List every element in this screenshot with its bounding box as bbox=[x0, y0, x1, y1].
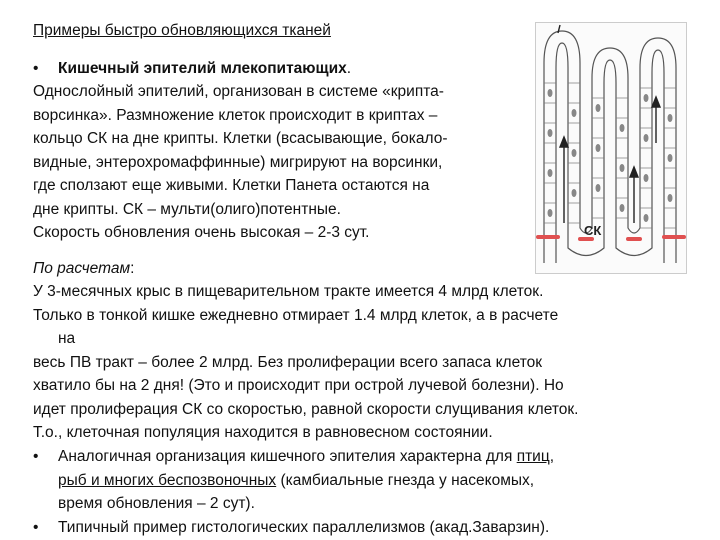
stem-cell-label: СК bbox=[584, 223, 602, 238]
section1-heading-end: . bbox=[346, 60, 352, 77]
bullet2-line: время обновления – 2 сут). bbox=[58, 495, 255, 512]
calc-line: хватило бы на 2 дня! (Это и происходит при острой лучевой болезни). Но bbox=[33, 377, 564, 394]
calc-line: У 3-месячных крыс в пищеварительном тракте имеется 4 млрд клеток. bbox=[33, 283, 544, 300]
bullet-marker: • bbox=[33, 60, 39, 77]
calc-label-line bbox=[33, 259, 134, 279]
calc-line: Т.о., клеточная популяция находится в равновесном состоянии. bbox=[33, 424, 493, 441]
calc-label: По расчетам bbox=[33, 260, 131, 277]
crypt-villus-figure bbox=[535, 22, 687, 274]
shedding-arrow bbox=[558, 25, 560, 33]
calc-line: идет пролиферация СК со скоростью, равной скорости слущивания клеток. bbox=[33, 401, 579, 418]
bullet2-link-fish: рыб и многих беспозвоночных bbox=[58, 472, 277, 489]
section1-heading: Кишечный эпителий млекопитающих bbox=[58, 60, 347, 77]
calc-label-colon: : bbox=[130, 260, 135, 277]
section1-line: дне крипты. СК – мульти(олиго)потентные. bbox=[33, 201, 341, 218]
calc-line: Только в тонкой кишке ежедневно отмирает 1.4 млрд клеток, а в расчете bbox=[33, 307, 559, 324]
bullet3-line: Типичный пример гистологических параллелизмов (акад.Заварзин). bbox=[58, 519, 550, 536]
calc-line: на bbox=[58, 330, 76, 347]
bullet-marker: • bbox=[33, 448, 39, 465]
section1-heading-line bbox=[58, 59, 351, 79]
slide-title: Примеры быстро обновляющихся тканей bbox=[33, 22, 331, 39]
bullet2-line bbox=[58, 471, 534, 491]
section1-line: где сползают еще живыми. Клетки Панета остаются на bbox=[33, 177, 430, 194]
section1-line: видные, энтерохромаффинные) мигрируют на ворсинки, bbox=[33, 154, 443, 171]
calc-line: весь ПВ тракт – более 2 млрд. Без пролиферации всего запаса клеток bbox=[33, 354, 543, 371]
section1-line: Скорость обновления очень высокая – 2-3 сут. bbox=[33, 224, 370, 241]
bullet2-post: (камбиальные гнезда у насекомых, bbox=[276, 472, 535, 489]
bullet2-line bbox=[58, 447, 554, 467]
section1-line: Однослойный эпителий, организован в системе «крипта- bbox=[33, 83, 444, 100]
bullet2-pre: Аналогичная организация кишечного эпителия характерна для bbox=[58, 448, 517, 465]
bullet2-link-birds: птиц, bbox=[516, 448, 555, 465]
section1-line: ворсинка». Размножение клеток происходит в криптах – bbox=[33, 107, 438, 124]
section1-line: кольцо СК на дне крипты. Клетки (всасывающие, бокало- bbox=[33, 130, 448, 147]
bullet-marker: • bbox=[33, 519, 39, 536]
